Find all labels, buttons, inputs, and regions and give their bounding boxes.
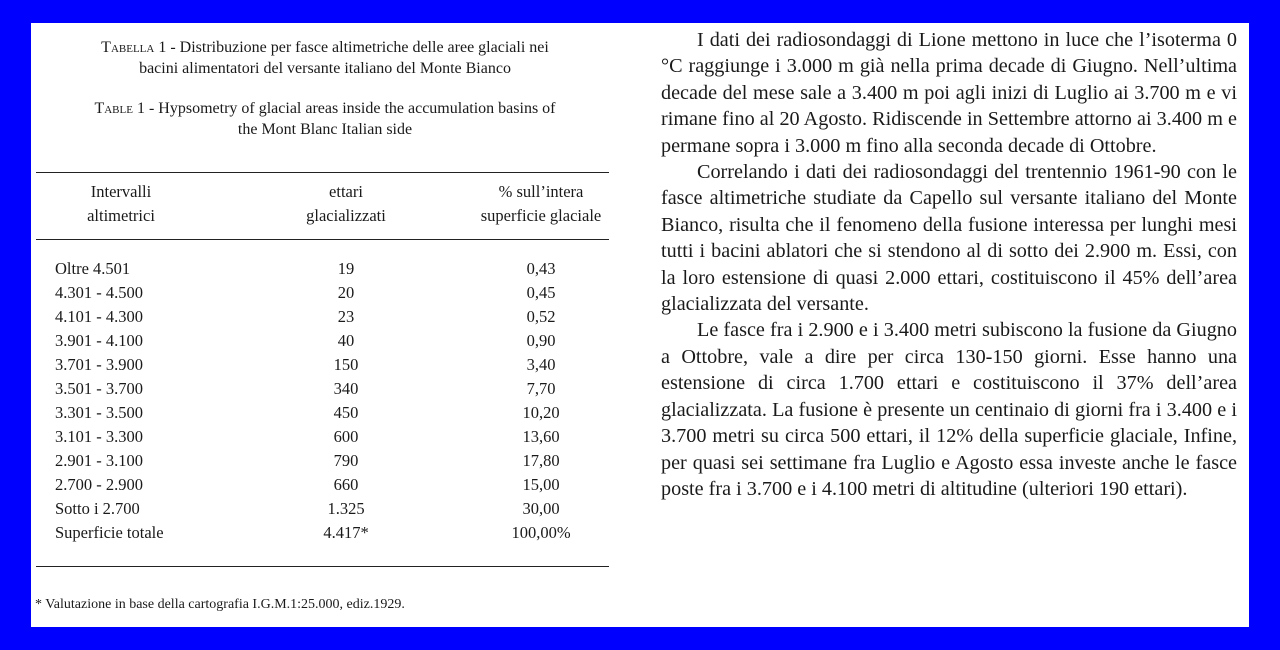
cell-percent: 0,43 xyxy=(526,259,556,278)
table-caption-english xyxy=(35,98,615,140)
cell-range: 3.701 - 3.900 xyxy=(55,355,143,374)
cell-hectares: 450 xyxy=(333,403,359,422)
table-row xyxy=(31,377,631,401)
cell-hectares: 340 xyxy=(333,379,359,398)
cell-hectares: 19 xyxy=(337,259,355,278)
caption-it-number: 1 - xyxy=(158,39,176,56)
cell-percent: 0,45 xyxy=(526,283,556,302)
cell-range: 4.301 - 4.500 xyxy=(55,283,143,302)
cell-range: 4.101 - 4.300 xyxy=(55,307,143,326)
cell-range: 3.301 - 3.500 xyxy=(55,403,143,422)
header-col1-line2: altimetrici xyxy=(87,206,155,225)
header-ettari xyxy=(276,180,416,228)
cell-percent: 17,80 xyxy=(522,451,560,470)
cell-hectares: 4.417* xyxy=(323,523,369,542)
table-row xyxy=(31,497,631,521)
caption-en-number: 1 - xyxy=(136,100,155,117)
paragraph-3: Le fasce fra i 2.900 e i 3.400 metri subiscono la fusione da Giugno a Ottobre, vale a dire per circa 130-150 giorni. Esse hanno una estensione di circa 1.700 ettari e costituiscono il 37% dell’area glacializzata. La fusione è presente un centinaio di giorni fra i 3.400 e i 3.700 metri su circa 500 ettari, il 12% della superficie glaciale, Infine, per quasi sei settimane fra Luglio e Agosto essa investe anche le fasce poste fra i 3.700 e i 4.100 metri di altitudine (ulteriori 190 ettari). xyxy=(661,319,1237,500)
document-page xyxy=(31,23,1249,627)
cell-hectares: 23 xyxy=(337,307,355,326)
caption-it-text1: Distribuzione per fasce altimetriche delle aree glaciali nei xyxy=(179,39,549,56)
cell-hectares: 600 xyxy=(333,427,359,446)
caption-it-line1 xyxy=(35,37,615,58)
table-header-rule xyxy=(36,239,609,240)
header-percent xyxy=(446,180,636,228)
caption-it-text2: bacini alimentatori del versante italiano del Monte Bianco xyxy=(139,60,511,77)
table-section xyxy=(31,23,631,627)
cell-range: 3.901 - 4.100 xyxy=(55,331,143,350)
table-row xyxy=(31,305,631,329)
table-row xyxy=(31,281,631,305)
header-col3-line2: superficie glaciale xyxy=(480,206,602,225)
cell-percent: 3,40 xyxy=(526,355,556,374)
cell-hectares: 1.325 xyxy=(327,499,365,518)
header-col1-line1: Intervalli xyxy=(90,182,152,201)
cell-hectares: 40 xyxy=(337,331,355,350)
caption-en-text1: Hypsometry of glacial areas inside the accumulation basins of xyxy=(158,100,556,117)
cell-percent: 10,20 xyxy=(522,403,560,422)
body-text-column xyxy=(661,23,1241,627)
paragraph-2: Correlando i dati dei radiosondaggi del trentennio 1961-90 con le fasce altimetriche studiate da Capello sul versante italiano del Monte Bianco, risulta che il fenomeno della fusione interessa per lunghi mesi tutti i bacini ablatori che si stendono al di sotto dei 2.900 m. Essi, con la loro estensione di quasi 2.000 ettari, costituiscono il 45% dell’area glacializzata del versante. xyxy=(661,161,1237,316)
cell-percent: 100,00% xyxy=(511,523,571,542)
cell-percent: 13,60 xyxy=(522,427,560,446)
table-row xyxy=(31,473,631,497)
cell-hectares: 150 xyxy=(333,355,359,374)
cell-hectares: 20 xyxy=(337,283,355,302)
table-row-total xyxy=(31,521,631,545)
table-top-rule xyxy=(36,172,609,173)
table-bottom-rule xyxy=(36,566,609,567)
cell-percent: 0,52 xyxy=(526,307,556,326)
table-row xyxy=(31,329,631,353)
table-footnote: * Valutazione in base della cartografia I.G.M.1:25.000, ediz.1929. xyxy=(35,597,405,612)
cell-hectares: 660 xyxy=(333,475,359,494)
table-row xyxy=(31,449,631,473)
cell-range: 3.101 - 3.300 xyxy=(55,427,143,446)
header-col3-line1: % sull’intera xyxy=(498,182,584,201)
cell-range: 2.700 - 2.900 xyxy=(55,475,143,494)
table-row xyxy=(31,425,631,449)
table-row xyxy=(31,257,631,281)
cell-hectares: 790 xyxy=(333,451,359,470)
cell-range: Superficie totale xyxy=(55,523,164,542)
table-row xyxy=(31,401,631,425)
header-col2-line2: glacializzati xyxy=(306,206,386,225)
cell-range: 3.501 - 3.700 xyxy=(55,379,143,398)
header-intervalli xyxy=(51,180,191,228)
caption-it-label: Tabella xyxy=(101,39,155,56)
table-row xyxy=(31,353,631,377)
caption-en-line1 xyxy=(35,98,615,119)
cell-range: Sotto i 2.700 xyxy=(55,499,140,518)
caption-en-text2: the Mont Blanc Italian side xyxy=(237,121,413,138)
cell-percent: 0,90 xyxy=(526,331,556,350)
cell-range: 2.901 - 3.100 xyxy=(55,451,143,470)
cell-percent: 30,00 xyxy=(522,499,560,518)
body-text xyxy=(661,27,1237,502)
header-col2-line1: ettari xyxy=(329,182,363,201)
cell-range: Oltre 4.501 xyxy=(55,259,131,278)
caption-en-label: Table xyxy=(94,100,133,117)
paragraph-1: I dati dei radiosondaggi di Lione mettono in luce che l’isoterma 0 °C raggiunge i 3.000 m già nella prima decade di Giugno. Nell’ultima decade del mese sale a 3.400 m poi agli inizi di Luglio ai 3.700 m e vi rimane fino al 20 Agosto. Ridiscende in Settembre attorno ai 3.400 m e permane sopra i 3.000 m fino alla seconda decade di Ottobre. xyxy=(661,29,1237,157)
cell-percent: 15,00 xyxy=(522,475,560,494)
table-caption-italian xyxy=(35,37,615,79)
cell-percent: 7,70 xyxy=(526,379,556,398)
